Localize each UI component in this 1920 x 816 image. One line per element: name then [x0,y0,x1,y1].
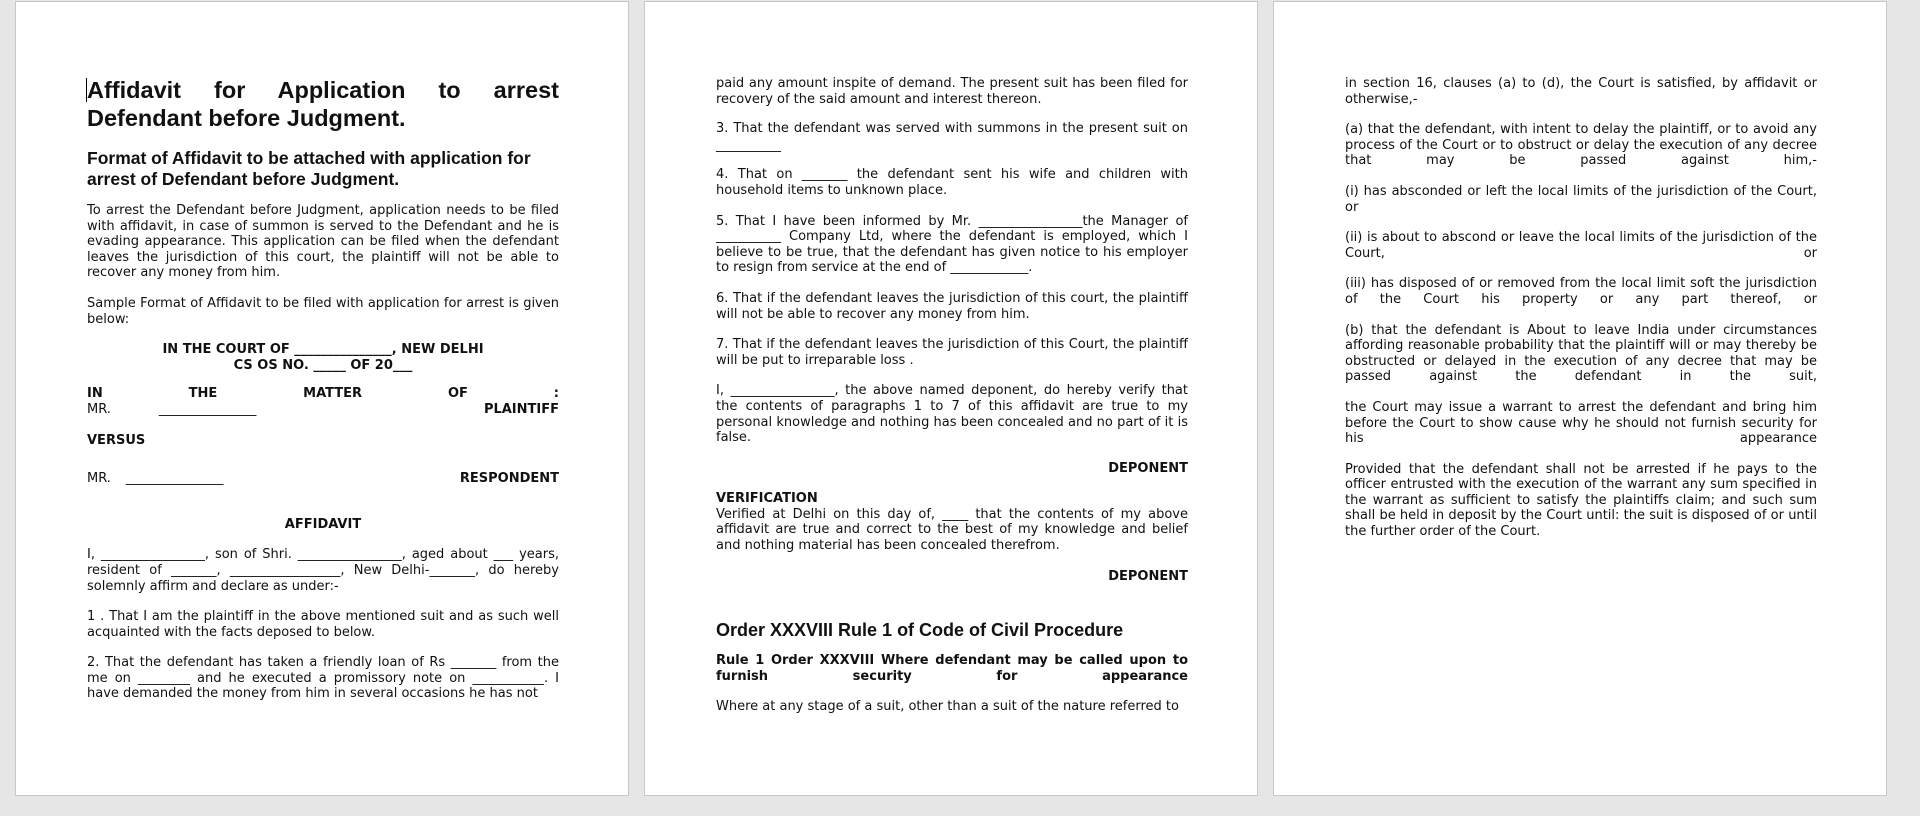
document-page-1[interactable] [15,1,629,796]
paragraph-2-continued[interactable]: paid any amount inspite of demand. The present suit has been filed for recovery of the said amount and interest thereon. [716,76,1188,107]
page-1-content[interactable] [87,76,559,702]
court-may-paragraph[interactable]: the Court may issue a warrant to arrest the defendant and bring him before the Court to show cause why he should not furnish security for his appearance [1345,399,1817,447]
plaintiff-row[interactable] [87,402,559,418]
paragraph-1[interactable]: 1 . That I am the plaintiff in the above mentioned suit and as such well acquainted with the facts deposed to below. [87,609,559,640]
page-3-content[interactable] [1345,76,1817,540]
paragraph-3-blank[interactable]: __________ [716,137,781,153]
clause-a[interactable]: (a) that the defendant, with intent to delay the plaintiff, or to avoid any process of the Court or to obstruct or delay the execution of any decree that may be passed against him,- [1345,122,1817,169]
proviso-paragraph[interactable]: Provided that the defendant shall not be arrested if he pays to the officer entrusted with the execution of the warrant any sum specified in the warrant as sufficient to satisfy the plaintiffs claim; and such sum shall be held in deposit by the Court until: the suit is disposed of or until the further order of the Court. [1345,461,1817,540]
plaintiff-name-blank: _______________ [158,401,257,417]
paragraph-7[interactable]: 7. That if the defendant leaves the jurisdiction of this Court, the plaintiff will be put to irreparable loss . [716,337,1188,368]
court-line-1[interactable]: IN THE COURT OF _______________, NEW DELHI [162,342,484,358]
deponent-signature-2[interactable]: DEPONENT [1108,568,1188,584]
document-subtitle[interactable]: Format of Affidavit to be attached with application for arrest of Defendant before Judgment. [87,148,531,189]
clause-i[interactable]: (i) has absconded or left the local limits of the jurisdiction of the Court, or [1345,183,1817,215]
paragraph-6[interactable]: 6. That if the defendant leaves the jurisdiction of this court, the plaintiff will not be able to recover any money from him. [716,290,1188,322]
affidavit-heading[interactable]: AFFIDAVIT [284,516,362,532]
in-the-matter-row[interactable] [87,386,559,402]
paragraph-4[interactable]: 4. That on _______ the defendant sent his wife and children with household items to unknown place. [716,167,1188,198]
versus-label[interactable]: VERSUS [87,432,146,448]
court-line-2[interactable]: CS OS NO. _____ OF 20___ [233,357,413,373]
document-title-line-2[interactable]: Defendant before Judgment. [87,105,406,131]
verification-paragraph[interactable]: Verified at Delhi on this day of, ____ that the contents of my above affidavit are true and correct to the best of my knowledge and belief and nothing material has been concealed therefrom. [716,506,1188,554]
matter-word: IN [87,386,103,402]
respondent-label: RESPONDENT [459,471,559,487]
page-2-content[interactable] [716,76,1188,715]
clause-ii[interactable]: (ii) is about to abscond or leave the local limits of the jurisdiction of the Court, or [1345,230,1817,261]
deponent-signature-1[interactable]: DEPONENT [1108,460,1188,476]
paragraph-5[interactable]: 5. That I have been informed by Mr. ________________the Manager of __________ Company Ltd, where the defendant is employed, which I believe to be true, that the defendant has given notice to his employer to resign from service at the end of ____________. [716,213,1188,276]
intro-paragraph[interactable]: To arrest the Defendant before Judgment, application needs to be filed with affidavit, in case of summon is served to the Defendant and he is evading appearance. This application can be filed when the defendant leaves the jurisdiction of this court, the plaintiff will not be able to recover any money from him. [87,203,559,281]
order-heading[interactable]: Order XXXVIII Rule 1 of Code of Civil Procedure [716,620,1124,641]
matter-word: THE [188,386,218,402]
rule-heading[interactable]: Rule 1 Order XXXVIII Where defendant may be called upon to furnish security for appearance [716,653,1188,684]
deponent-verify-paragraph[interactable]: I, ________________, the above named deponent, do hereby verify that the contents of paragraphs 1 to 7 of this affidavit are true to my personal knowledge and nothing has been concealed and no part of it is false. [716,383,1188,446]
rule-paragraph[interactable]: Where at any stage of a suit, other than a suit of the nature referred to [716,699,1179,715]
document-title[interactable] [87,76,559,132]
document-page-3[interactable] [1273,1,1887,796]
affirmation-paragraph[interactable]: I, ________________, son of Shri. ________________, aged about ___ years, resident of _______, _________________, New Delhi-_______, do hereby solemnly affirm and declare as under:- [87,547,559,594]
respondent-row[interactable] [87,471,559,487]
clause-iii[interactable]: (iii) has disposed of or removed from the local limit soft the jurisdiction of the Court his property or any part thereof, or [1345,276,1817,307]
matter-word: : [553,386,559,402]
plaintiff-label: PLAINTIFF [483,401,559,417]
document-page-2[interactable] [644,1,1258,796]
respondent-mr-label: MR. [87,471,111,487]
verification-heading[interactable]: VERIFICATION [716,491,818,507]
text-cursor [86,78,87,102]
document-title-line-1[interactable]: Affidavit for Application to arrest [87,77,559,103]
paragraph-2[interactable]: 2. That the defendant has taken a friendly loan of Rs _______ from the me on ________ and he executed a promissory note on ___________. I have demanded the money from him in several occasions he has not [87,655,559,702]
sample-paragraph[interactable]: Sample Format of Affidavit to be filed with application for arrest is given below: [87,295,559,327]
matter-word: OF [447,386,468,402]
respondent-name-blank: _______________ [125,471,224,487]
plaintiff-mr-label: MR. [87,401,111,417]
matter-word: MATTER [303,386,363,402]
clause-b[interactable]: (b) that the defendant is About to leave India under circumstances affording reasonable probability that the plaintiff will or may thereby be obstructed or delayed in the execution of any decree that may be passed against the defendant in the suit, [1345,322,1817,385]
rule-paragraph-continued[interactable]: in section 16, clauses (a) to (d), the Court is satisfied, by affidavit or otherwise,- [1345,76,1817,107]
paragraph-3[interactable]: 3. That the defendant was served with summons in the present suit on [716,121,1188,137]
